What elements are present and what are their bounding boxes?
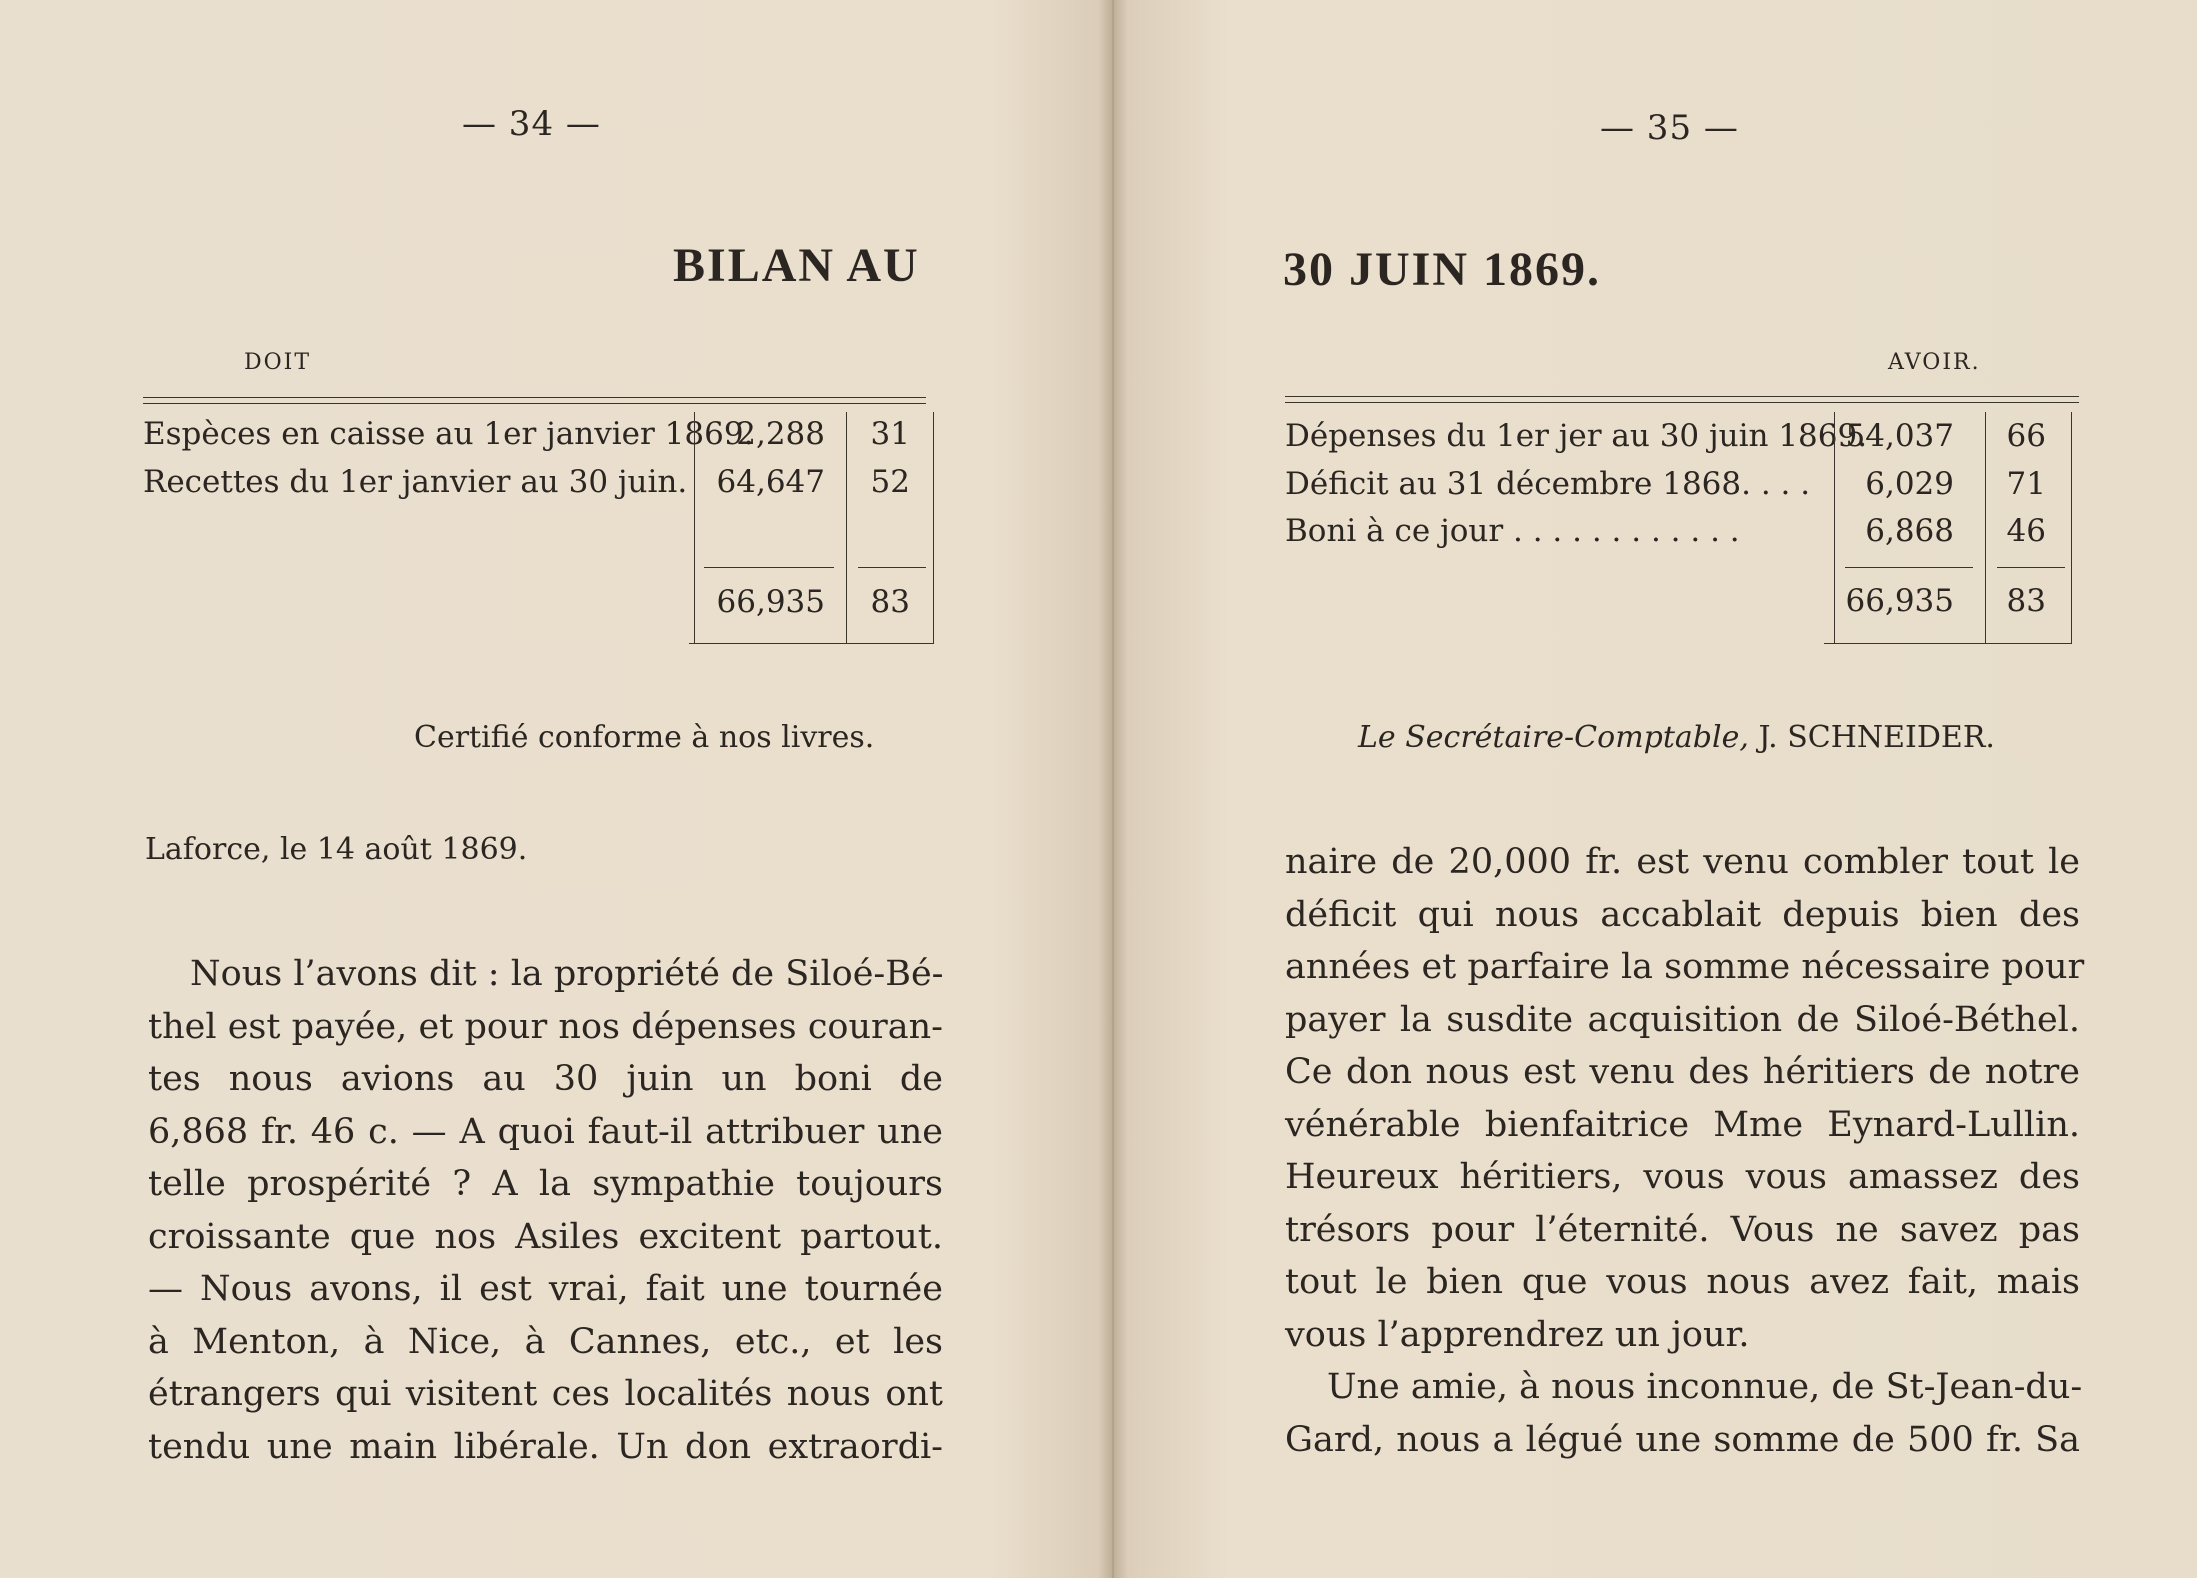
debit-total-francs: 66,935 xyxy=(716,584,825,620)
body-line: Heureux héritiers, vous vous amassez des xyxy=(1285,1157,2080,1197)
body-line: années et parfaire la somme nécessaire pour xyxy=(1285,947,2085,987)
debit-row-cents: 52 xyxy=(870,464,910,500)
column-divider xyxy=(846,412,847,644)
body-line: Gard, nous a légué une somme de 500 fr. Sa xyxy=(1285,1419,2080,1460)
credit-row-label: Déficit au 31 décembre 1868. . . . xyxy=(1285,466,1811,502)
table-bottom-rule xyxy=(689,643,934,644)
column-divider xyxy=(694,412,695,644)
balance-title-part2: 30 JUIN 1869. xyxy=(1283,243,1602,296)
body-line: Nous l’avons dit : la propriété de Siloé-Bé- xyxy=(190,954,944,994)
credit-row-label: Dépenses du 1er jer au 30 juin 1869. xyxy=(1285,418,1868,454)
credit-row-cents: 71 xyxy=(2006,466,2046,502)
credit-total-francs: 66,935 xyxy=(1845,583,1954,619)
body-paragraph xyxy=(1285,836,2085,1466)
table-top-rule xyxy=(1285,396,2079,403)
sum-rule xyxy=(1845,567,1973,568)
table-bottom-rule xyxy=(1824,643,2072,644)
debit-row-label xyxy=(143,416,753,452)
credit-row-francs: 6,029 xyxy=(1865,466,1954,502)
body-line: vénérable bienfaitrice Mme Eynard-Lullin. xyxy=(1285,1104,2080,1145)
debit-row-cents: 31 xyxy=(870,416,910,452)
credit-row-label: Boni à ce jour . . . . . . . . . . . . xyxy=(1285,513,1740,549)
body-line: telle prospérité ? A la sympathie toujours xyxy=(148,1164,943,1204)
table-top-rule xyxy=(143,397,926,404)
body-line: à Menton, à Nice, à Cannes, etc., et les xyxy=(148,1321,943,1362)
body-line: payer la susdite acquisition de Siloé-Béthel. xyxy=(1285,999,2080,1040)
page-number: — 34 — xyxy=(462,104,601,144)
credit-row-cents: 66 xyxy=(2006,418,2046,454)
page-number: — 35 — xyxy=(1600,108,1739,148)
right-page xyxy=(1110,0,2197,1578)
sum-rule xyxy=(858,567,926,568)
credit-row-francs: 6,868 xyxy=(1865,513,1954,549)
debit-row-label-text: Espèces en caisse au 1er janvier 1869. xyxy=(143,416,754,452)
body-line: trésors pour l’éternité. Vous ne savez pas xyxy=(1285,1209,2080,1250)
credit-column-head: AVOIR. xyxy=(1888,350,1981,375)
body-line: thel est payée, et pour nos dépenses couran- xyxy=(148,1006,943,1047)
balance-title-part1: BILAN AU xyxy=(673,239,920,292)
column-divider xyxy=(2071,412,2072,644)
body-line: étrangers qui visitent ces localités nous ont xyxy=(148,1374,943,1414)
body-line: tendu une main libérale. Un don extraordi- xyxy=(148,1426,943,1467)
signature-title: Le Secrétaire-Comptable, xyxy=(1358,720,1749,755)
body-line: — Nous avons, il est vrai, fait une tournée xyxy=(148,1269,943,1309)
certification-text: Certifié conforme à nos livres. xyxy=(414,720,875,755)
place-date: Laforce, le 14 août 1869. xyxy=(145,832,528,867)
body-line: vous l’apprendrez un jour. xyxy=(1285,1314,1750,1355)
credit-row-cents: 46 xyxy=(2006,513,2046,549)
body-paragraph xyxy=(148,948,943,1473)
sum-rule xyxy=(704,567,834,568)
credit-row-francs: 54,037 xyxy=(1845,418,1954,454)
credit-total-cents: 83 xyxy=(2006,583,2046,619)
debit-row-label: Recettes du 1er janvier au 30 juin. xyxy=(143,464,688,500)
body-line: 6,868 fr. 46 c. — A quoi faut-il attribuer une xyxy=(148,1111,943,1152)
debit-total-cents: 83 xyxy=(870,584,910,620)
debit-row-francs: 2,288 xyxy=(736,416,825,452)
column-divider xyxy=(933,412,934,644)
body-line: déficit qui nous accablait depuis bien des xyxy=(1285,894,2080,935)
body-line: Une amie, à nous inconnue, de St-Jean-du- xyxy=(1327,1367,2083,1407)
body-line: croissante que nos Asiles excitent partout. xyxy=(148,1216,943,1257)
signature xyxy=(1358,720,1995,755)
debit-column-head: DOIT xyxy=(244,350,312,375)
sum-rule xyxy=(1997,567,2065,568)
signature-name: J. SCHNEIDER. xyxy=(1758,720,1995,755)
column-divider xyxy=(1985,412,1986,644)
body-line: tes nous avions au 30 juin un boni de xyxy=(148,1059,943,1099)
body-line: tout le bien que vous nous avez fait, mais xyxy=(1285,1262,2080,1302)
body-line: Ce don nous est venu des héritiers de notre xyxy=(1285,1052,2080,1092)
debit-row-francs: 64,647 xyxy=(716,464,825,500)
body-line: naire de 20,000 fr. est venu combler tout le xyxy=(1285,842,2080,882)
